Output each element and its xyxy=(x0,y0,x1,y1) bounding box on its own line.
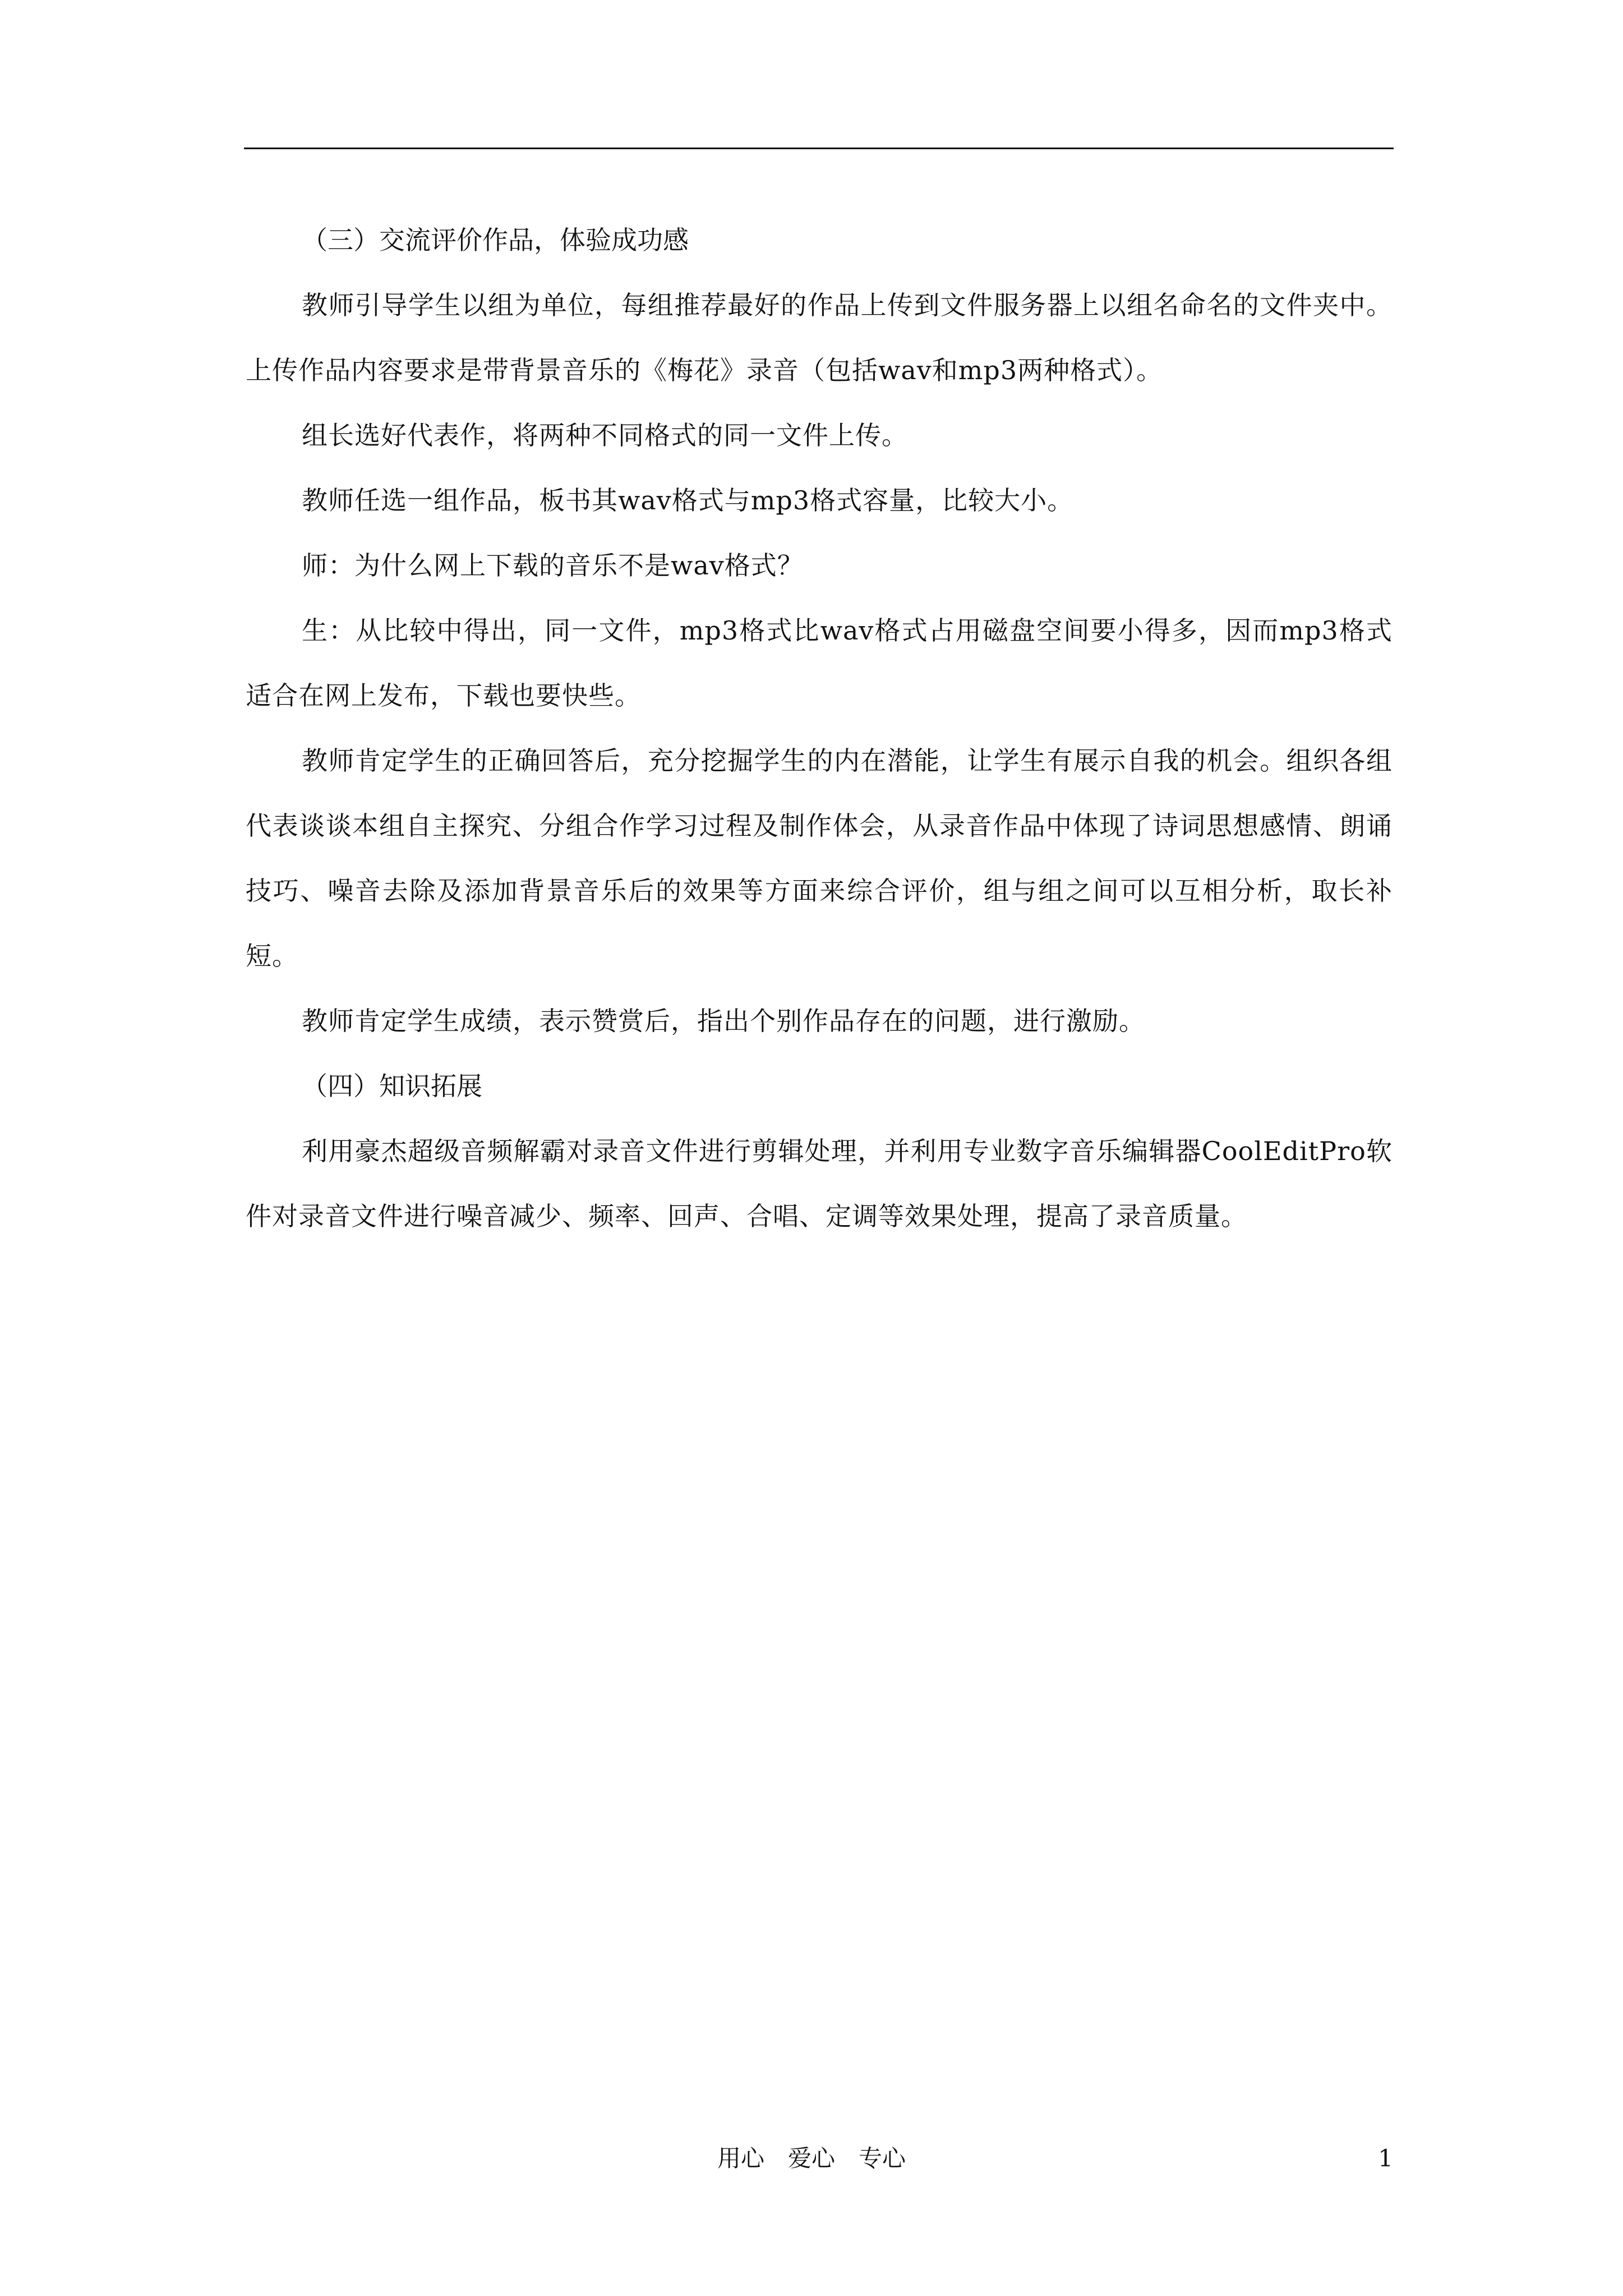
paragraph-upload-works: 教师引导学生以组为单位，每组推荐最好的作品上传到文件服务器上以组名命名的文件夹中。上传作品内容要求是带背景音乐的《梅花》录音（包括wav和mp3两种格式）。 xyxy=(246,290,1393,385)
document-body xyxy=(246,208,1393,1249)
page-number: 1 xyxy=(1378,2145,1393,2172)
paragraph-group-leader: 组长选好代表作，将两种不同格式的同一文件上传。 xyxy=(302,420,908,450)
header-rule xyxy=(244,148,1394,149)
paragraph-evaluation: 教师肯定学生的正确回答后，充分挖掘学生的内在潜能，让学生有展示自我的机会。组织各组代表谈谈本组自主探究、分组合作学习过程及制作体会，从录音作品中体现了诗词思想感情、朗诵技巧、噪音去除及添加背景音乐后的效果等方面来综合评价，组与组之间可以互相分析，取长补短。 xyxy=(246,746,1393,971)
footer-motto: 用心 爱心 专心 xyxy=(717,2145,906,2172)
section-heading-3: （三）交流评价作品，体验成功感 xyxy=(302,225,689,255)
section-heading-4: （四）知识拓展 xyxy=(302,1071,482,1101)
paragraph-knowledge-extension: 利用豪杰超级音频解霸对录音文件进行剪辑处理，并利用专业数字音乐编辑器CoolEditPro软件对录音文件进行噪音减少、频率、回声、合唱、定调等效果处理，提高了录音质量。 xyxy=(246,1136,1393,1231)
paragraph-praise: 教师肯定学生成绩，表示赞赏后，指出个别作品存在的问题，进行激励。 xyxy=(302,1006,1145,1036)
paragraph-compare-size: 教师任选一组作品，板书其wav格式与mp3格式容量，比较大小。 xyxy=(302,485,1074,516)
paragraph-student-answer: 生：从比较中得出，同一文件，mp3格式比wav格式占用磁盘空间要小得多，因而mp3格式适合在网上发布，下载也要快些。 xyxy=(246,615,1393,711)
paragraph-teacher-question: 师：为什么网上下载的音乐不是wav格式？ xyxy=(302,550,804,581)
